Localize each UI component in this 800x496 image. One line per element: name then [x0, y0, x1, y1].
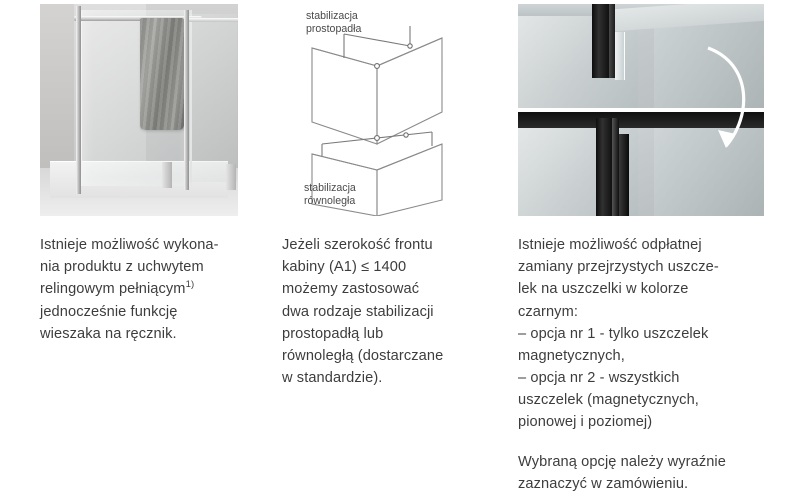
panel-top-right [377, 38, 442, 144]
column-seals [518, 0, 778, 495]
label-line: stabilizacja [304, 182, 356, 194]
edge-bottom [312, 154, 377, 170]
seal-color-photo [518, 4, 764, 216]
option-line: pionowej i poziomej) [518, 414, 653, 431]
caption-handle [40, 234, 278, 345]
black-profile-edge [612, 118, 619, 216]
caption-line: kabiny (A1) ≤ 1400 [282, 259, 407, 276]
stabilizer-joint [375, 64, 380, 69]
caption-line: lek na uszczelki w kolorze [518, 281, 689, 298]
caption-stabilization [282, 234, 504, 389]
stabilizer-joint [375, 136, 380, 141]
footer-line: zaznaczyć w zamówieniu. [518, 475, 689, 492]
panel-top-left [312, 48, 377, 144]
column-handle [40, 0, 278, 495]
caption-line: nia produktu z uchwytem [40, 259, 204, 276]
glass-foot-left [162, 162, 172, 188]
footer-line: Wybraną opcję należy wyraźnie [518, 453, 726, 470]
footnote-marker: 1) [185, 279, 195, 291]
caption-seals [518, 234, 778, 495]
profile-post-left [76, 6, 81, 194]
diagram-label-perpendicular [306, 10, 361, 36]
shower-enclosure-photo [40, 4, 238, 216]
caption-line-with-superscript [40, 278, 278, 300]
caption-line: w standardzie). [282, 370, 383, 387]
glass-panel-side [188, 14, 237, 182]
label-line: stabilizacja [306, 10, 358, 22]
panel-bottom-right [377, 144, 442, 216]
black-seal [619, 134, 629, 216]
stabilizer-joint [408, 44, 412, 48]
diagram-top [312, 26, 442, 144]
curved-arrow-icon [700, 42, 760, 162]
caption-line: zamiany przejrzystych uszcze- [518, 259, 719, 276]
caption-line: Istnieje możliwość odpłatnej [518, 237, 702, 253]
stabilization-diagram [282, 4, 487, 216]
diagram-label-parallel [304, 182, 356, 208]
caption-line: Istnieje możliwość wykona- [40, 237, 219, 253]
caption-line: równoległą (dostarczane [282, 347, 444, 364]
column-stabilization [282, 0, 504, 495]
caption-line: wieszaka na ręcznik. [40, 325, 177, 342]
label-line: prostopadła [306, 23, 362, 36]
option-line: uszczelek (magnetycznych, [518, 392, 699, 409]
black-profile [592, 4, 609, 78]
label-line: równoległa [304, 195, 356, 208]
option-line: – opcja nr 2 - wszystkich [518, 370, 680, 387]
caption-line-text: relingowym pełniącym [40, 281, 186, 298]
stabilizer-joint [404, 133, 408, 137]
transparent-seal [615, 32, 625, 80]
wall-left [40, 4, 74, 174]
option-line: magnetycznych, [518, 347, 625, 364]
edge-bottom-2 [377, 144, 442, 170]
glass-foot-right [226, 164, 236, 190]
caption-line: czarnym: [518, 303, 578, 320]
profile-post-right [184, 10, 189, 190]
caption-line: możemy zastosować [282, 281, 420, 298]
black-profile [596, 118, 612, 216]
towel [140, 18, 184, 130]
option-line: – opcja nr 1 - tylko uszczelek [518, 325, 709, 342]
caption-line: dwa rodzaje stabilizacji [282, 303, 434, 320]
caption-line: Jeżeli szerokość frontu [282, 237, 433, 253]
caption-line: prostopadłą lub [282, 325, 384, 342]
caption-line: jednocześnie funkcję [40, 303, 178, 320]
